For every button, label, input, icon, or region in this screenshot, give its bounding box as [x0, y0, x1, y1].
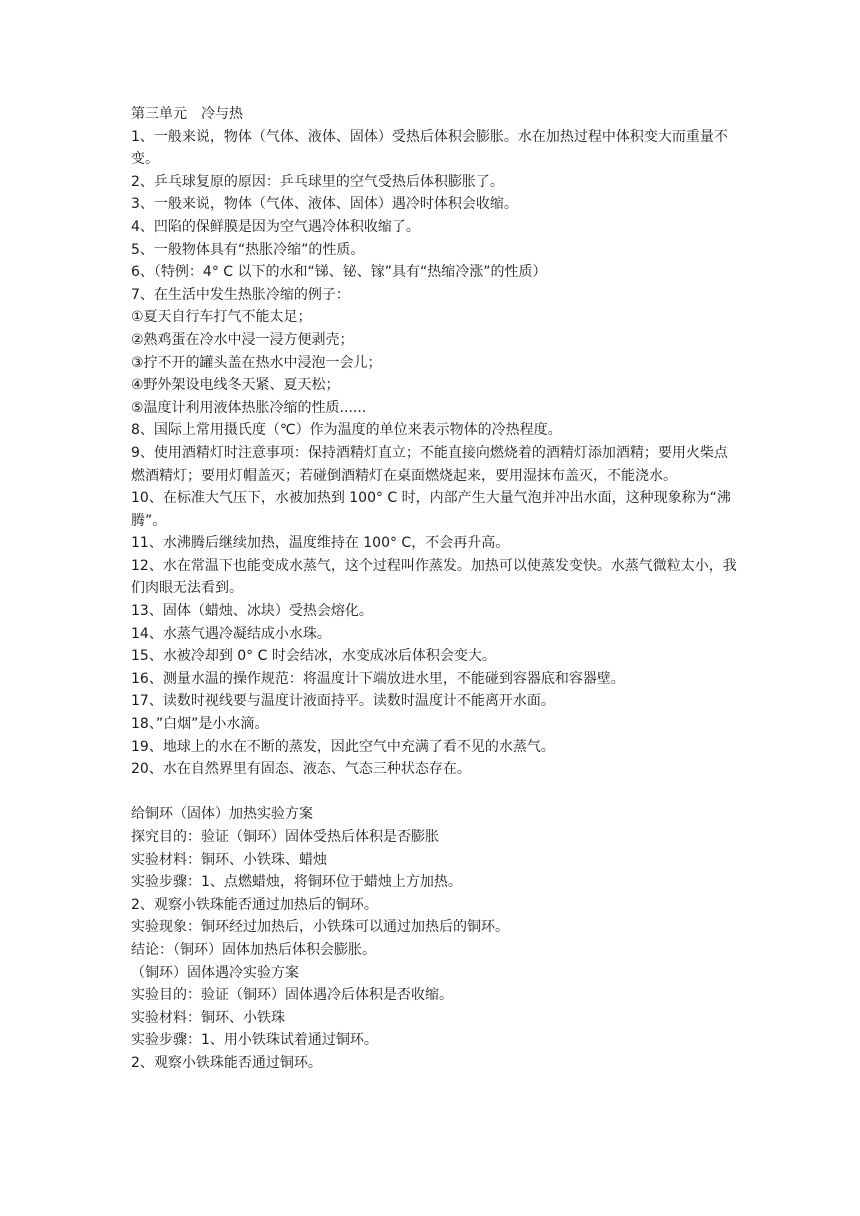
example-5: ⑤温度计利用液体热胀冷缩的性质......	[131, 399, 367, 416]
heating-plan-materials: 实验材料：铜环、小铁珠、蜡烛	[131, 851, 327, 868]
note-17: 17、读数时视线要与温度计液面持平。读数时温度计不能离开水面。	[131, 693, 555, 710]
note-16: 16、测量水温的操作规范：将温度计下端放进水里，不能碰到容器底和容器壁。	[131, 670, 625, 687]
section-spacer	[131, 781, 741, 804]
example-3: ③拧不开的罐头盖在热水中浸泡一会儿；	[131, 354, 382, 371]
note-18: 18、”白烟”是小水滴。	[131, 716, 269, 733]
note-8: 8、国际上常用摄氏度（℃）作为温度的单位来表示物体的冷热程度。	[131, 422, 562, 439]
note-7: 7、在生活中发生热胀冷缩的例子：	[131, 286, 350, 303]
note-20: 20、水在自然界里有固态、液态、气态三种状态存在。	[131, 761, 471, 778]
heating-plan-title: 给铜环（固体）加热实验方案	[131, 806, 313, 823]
note-11: 11、水沸腾后继续加热，温度维持在 100° C，不会再升高。	[131, 535, 510, 552]
note-1: 1、一般来说，物体（气体、液体、固体）受热后体积会膨胀。水在加热过程中体积变大而重量不变。	[131, 128, 728, 168]
cooling-plan-materials: 实验材料：铜环、小铁珠	[131, 1009, 285, 1026]
heating-plan-step-1: 实验步骤：1、点燃蜡烛，将铜环位于蜡烛上方加热。	[131, 874, 462, 891]
cooling-plan-title: （铜环）固体遇冷实验方案	[131, 964, 299, 981]
note-13: 13、固体（蜡烛、冰块）受热会熔化。	[131, 603, 373, 620]
note-3: 3、一般来说，物体（气体、液体、固体）遇冷时体积会收缩。	[131, 196, 518, 213]
heating-plan-step-2: 2、观察小铁珠能否通过加热后的铜环。	[131, 896, 378, 913]
note-14: 14、水蒸气遇冷凝结成小水珠。	[131, 625, 331, 642]
example-4: ④野外架设电线冬天紧、夏天松；	[131, 377, 340, 394]
note-6: 6、（特例：4° C 以下的水和“锑、铋、镓”具有“热缩冷涨”的性质）	[131, 264, 547, 281]
note-2: 2、乒乓球复原的原因：乒乓球里的空气受热后体积膨胀了。	[131, 173, 504, 190]
note-10: 10、在标准大气压下，水被加热到 100° C 时，内部产生大量气泡并冲出水面，这种现象称为“沸腾”。	[131, 490, 731, 529]
note-5: 5、一般物体具有“热胀冷缩”的性质。	[131, 241, 365, 258]
note-4: 4、凹陷的保鲜膜是因为空气遇冷体积收缩了。	[131, 218, 420, 235]
cooling-plan-step-2: 2、观察小铁珠能否通过铜环。	[131, 1054, 322, 1071]
note-12: 12、水在常温下也能变成水蒸气，这个过程叫作蒸发。加热可以使蒸发变快。水蒸气微粒太小，我们肉眼无法看到。	[131, 557, 737, 597]
cooling-plan-purpose: 实验目的：验证（铜环）固体遇冷后体积是否收缩。	[131, 987, 453, 1004]
heating-plan-phenomenon: 实验现象：铜环经过加热后，小铁珠可以通过加热后的铜环。	[131, 919, 509, 936]
heating-plan-purpose: 探究目的：验证（铜环）固体受热后体积是否膨胀	[131, 829, 439, 845]
example-1: ①夏天自行车打气不能太足；	[131, 309, 312, 326]
cooling-plan-step-1: 实验步骤：1、用小铁珠试着通过铜环。	[131, 1032, 378, 1049]
note-9: 9、使用酒精灯时注意事项：保持酒精灯直立；不能直接向燃烧着的酒精灯添加酒精；要用火柴点燃酒精灯；要用灯帽盖灭；若碰倒酒精灯在桌面燃烧起来，要用湿抹布盖灭，不能浇水。	[131, 444, 728, 484]
document-page	[131, 103, 741, 1075]
heating-plan-conclusion: 结论：（铜环）固体加热后体积会膨胀。	[131, 941, 376, 958]
note-19: 19、地球上的水在不断的蒸发，因此空气中充满了看不见的水蒸气。	[131, 738, 555, 755]
example-2: ②熟鸡蛋在冷水中浸一浸方便剥壳；	[131, 331, 354, 348]
unit-title: 第三单元 冷与热	[131, 106, 243, 122]
note-15: 15、水被冷却到 0° C 时会结冰，水变成冰后体积会变大。	[131, 648, 496, 665]
